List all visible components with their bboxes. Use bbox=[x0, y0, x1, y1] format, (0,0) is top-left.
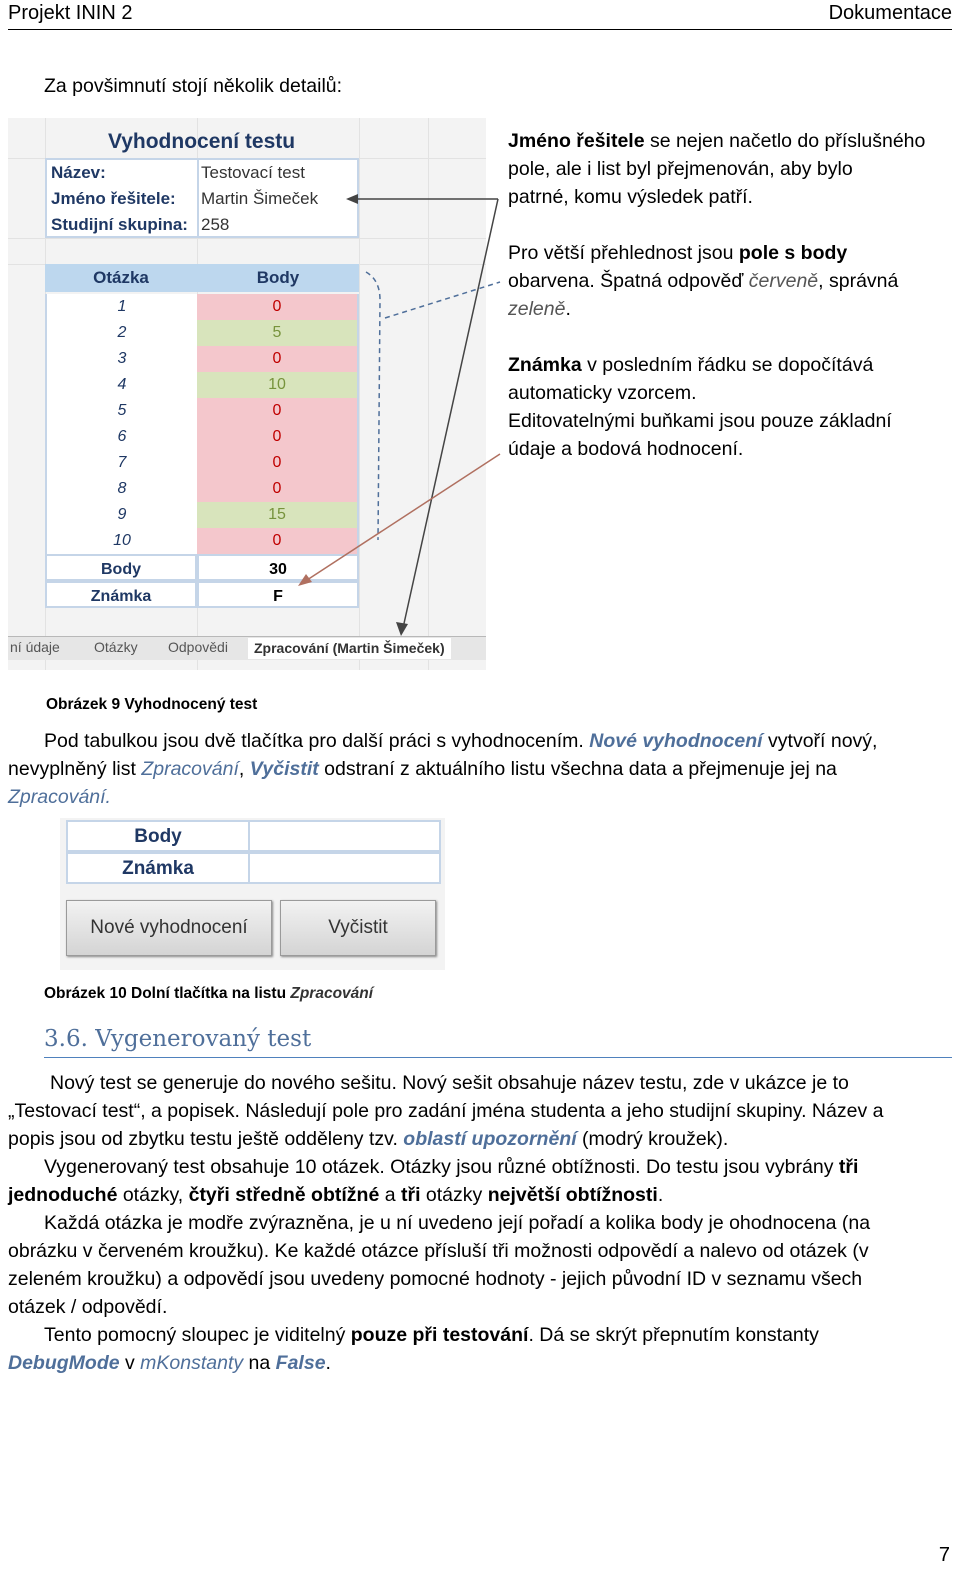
grade-value: F bbox=[197, 581, 359, 608]
body-line: „Testovací test“, a popisek. Následují pole pro zadání jména studenta a jeho studijní skupiny. Název a bbox=[8, 1100, 884, 1122]
info-value[interactable]: Testovací test bbox=[201, 163, 305, 182]
section-heading: 3.6. Vygenerovaný test bbox=[44, 1026, 952, 1058]
score-row bbox=[45, 372, 359, 398]
sum-value: 30 bbox=[197, 554, 359, 581]
score-cell[interactable]: 15 bbox=[197, 502, 359, 528]
score-cell[interactable]: 5 bbox=[197, 320, 359, 346]
score-cell[interactable]: 0 bbox=[197, 294, 359, 320]
score-row bbox=[45, 528, 359, 554]
figure-9-screenshot bbox=[8, 118, 486, 670]
info-label: Jméno řešitele: bbox=[51, 189, 176, 208]
info-value[interactable]: Martin Šimeček bbox=[201, 189, 319, 208]
question-number: 5 bbox=[45, 398, 197, 424]
body-line: obrázku v červeném kroužku). Ke každé otázce přísluší tři možnosti odpovědí a nalevo od otázek (v bbox=[8, 1240, 869, 1262]
annotation-grade: Známka v posledním řádku se dopočítává automaticky vzorcem. Editovatelnými buňkami jsou pouze základní údaje a bodová hodnocení. bbox=[508, 354, 892, 460]
grade-label: Známka bbox=[45, 581, 197, 608]
question-number: 9 bbox=[45, 502, 197, 528]
sheet-title: Vyhodnocení testu bbox=[108, 130, 296, 153]
score-cell[interactable]: 0 bbox=[197, 346, 359, 372]
score-cell[interactable]: 0 bbox=[197, 450, 359, 476]
question-number: 10 bbox=[45, 528, 197, 554]
intro-text: Za povšimnutí stojí několik detailů: bbox=[44, 75, 343, 97]
sheet-tab[interactable]: ní údaje bbox=[10, 639, 60, 655]
score-row bbox=[45, 294, 359, 320]
header-section: Dokumentace bbox=[828, 2, 952, 24]
grade-row: Známka bbox=[66, 852, 441, 884]
sheet-tab[interactable]: Otázky bbox=[94, 639, 138, 655]
question-number: 3 bbox=[45, 346, 197, 372]
annotation-colors: Pro větší přehlednost jsou pole s body obarvena. Špatná odpověď červeně, správná zeleně. bbox=[508, 242, 899, 320]
info-label: Studijní skupina: bbox=[51, 215, 188, 234]
body-line: popis jsou od zbytku testu ještě odděleny tzv. oblastí upozornění (modrý kroužek). bbox=[8, 1128, 729, 1150]
score-row bbox=[45, 346, 359, 372]
clear-button[interactable]: Vyčistit bbox=[280, 900, 436, 956]
info-box bbox=[45, 158, 359, 238]
score-cell[interactable]: 0 bbox=[197, 528, 359, 554]
question-number: 2 bbox=[45, 320, 197, 346]
paragraph-line: nevyplněný list Zpracování, Vyčistit odstraní z aktuálního listu všechna data a přejmenuje jej na bbox=[8, 758, 837, 780]
grade-row bbox=[45, 581, 359, 608]
question-number: 8 bbox=[45, 476, 197, 502]
body-line: Vygenerovaný test obsahuje 10 otázek. Otázky jsou různé obtížnosti. Do testu jsou vybrány tři bbox=[44, 1156, 859, 1178]
info-label: Název: bbox=[51, 163, 106, 182]
column-header-question: Otázka bbox=[45, 264, 197, 292]
score-row bbox=[45, 320, 359, 346]
sheet-tabs bbox=[8, 636, 486, 660]
question-number: 7 bbox=[45, 450, 197, 476]
score-cell[interactable]: 10 bbox=[197, 372, 359, 398]
score-row bbox=[45, 476, 359, 502]
column-header-score: Body bbox=[197, 264, 359, 292]
header-project: Projekt ININ 2 bbox=[8, 2, 133, 24]
score-cell[interactable]: 0 bbox=[197, 424, 359, 450]
score-row bbox=[45, 502, 359, 528]
score-row bbox=[45, 450, 359, 476]
page-header bbox=[8, 0, 952, 30]
annotation-name: Jméno řešitele se nejen načetlo do příslušného pole, ale i list byl přejmenován, aby bylo patrné, komu výsledek patří. bbox=[508, 130, 926, 208]
score-cell[interactable]: 0 bbox=[197, 476, 359, 502]
info-value[interactable]: 258 bbox=[201, 215, 230, 234]
score-cell[interactable]: 0 bbox=[197, 398, 359, 424]
question-number: 6 bbox=[45, 424, 197, 450]
paragraph-line: Zpracování. bbox=[8, 786, 111, 808]
body-line: otázek / odpovědí. bbox=[8, 1296, 168, 1318]
page-number: 7 bbox=[938, 1544, 950, 1566]
score-row bbox=[45, 398, 359, 424]
question-number: 1 bbox=[45, 294, 197, 320]
body-row: Body bbox=[66, 820, 441, 852]
paragraph-line: Pod tabulkou jsou dvě tlačítka pro další práci s vyhodnocením. Nové vyhodnocení vytvoří nový, bbox=[44, 730, 878, 752]
body-line: Tento pomocný sloupec je viditelný pouze při testování. Dá se skrýt přepnutím konstanty bbox=[44, 1324, 819, 1346]
question-number: 4 bbox=[45, 372, 197, 398]
body-line: jednoduché otázky, čtyři středně obtížné a tři otázky největší obtížnosti. bbox=[8, 1184, 664, 1206]
new-evaluation-button[interactable]: Nové vyhodnocení bbox=[66, 900, 272, 956]
score-row bbox=[45, 424, 359, 450]
sheet-tab-active[interactable]: Zpracování (Martin Šimeček) bbox=[248, 638, 451, 659]
figure-9-caption: Obrázek 9 Vyhodnocený test bbox=[46, 696, 258, 713]
info-row bbox=[47, 186, 357, 212]
figure-10-caption: Obrázek 10 Dolní tlačítka na listu Zpracování bbox=[44, 985, 374, 1002]
body-line: Každá otázka je modře zvýrazněna, je u ní uvedeno její pořadí a kolika body je ohodnocena (na bbox=[44, 1212, 871, 1234]
sum-row bbox=[45, 554, 359, 581]
figure-10-screenshot bbox=[60, 818, 445, 970]
sheet-tab[interactable]: Odpovědi bbox=[168, 639, 228, 655]
body-line: DebugMode v mKonstanty na False. bbox=[8, 1352, 331, 1374]
body-line: zeleném kroužku) a odpovědí jsou uvedeny pomocné hodnoty - jejich původní ID v seznamu všech bbox=[8, 1268, 863, 1290]
info-row bbox=[47, 160, 357, 186]
sum-label: Body bbox=[45, 554, 197, 581]
info-row bbox=[47, 212, 357, 238]
body-line: Nový test se generuje do nového sešitu. Nový sešit obsahuje název testu, zde v ukázce je to bbox=[50, 1072, 849, 1094]
